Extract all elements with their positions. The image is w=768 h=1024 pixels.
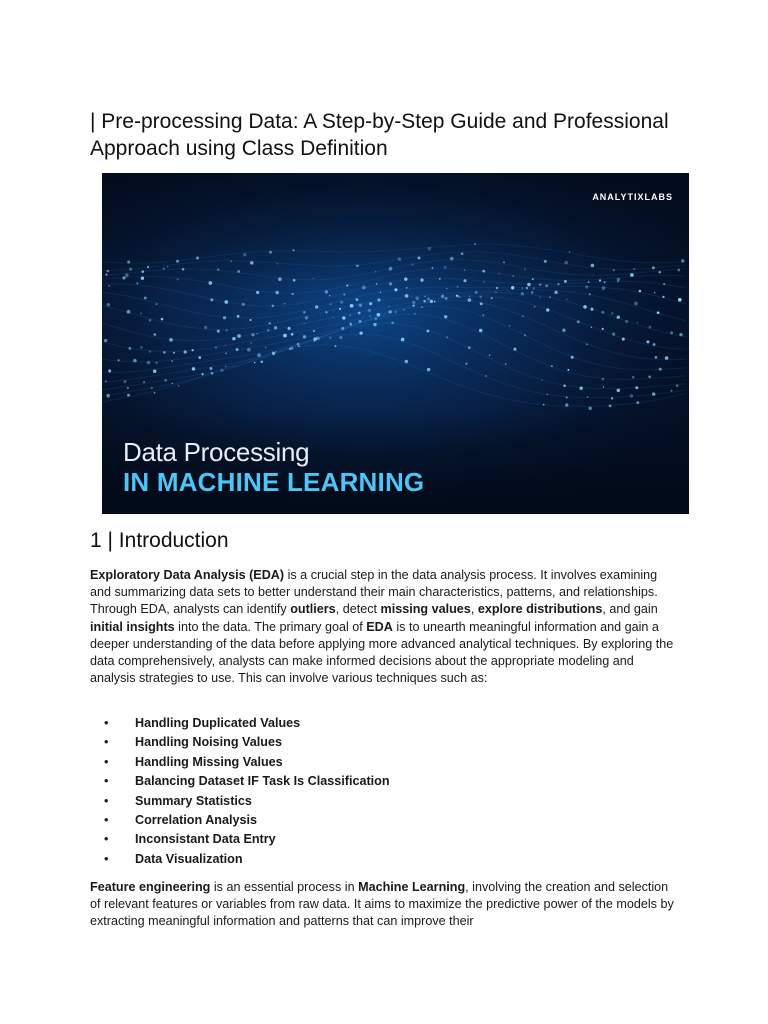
- list-item: • Summary Statistics: [90, 792, 390, 811]
- list-item: • Handling Noising Values: [90, 733, 390, 752]
- banner-title-line1: Data Processing: [123, 437, 310, 467]
- list-item: • Correlation Analysis: [90, 811, 390, 830]
- feature-engineering-paragraph: Feature engineering is an essential process in Machine Learning, involving the creation and selection of relevant features or variables from raw data. It aims to maximize the predictive power of the models by extracting meaningful information and patterns that can improve their: [90, 880, 674, 929]
- banner-image: [102, 173, 689, 514]
- bullet-icon: •: [104, 793, 109, 808]
- bullet-icon: •: [104, 851, 109, 866]
- list-item: • Data Visualization: [90, 850, 390, 869]
- banner-logo: ANALYTIXLABS: [592, 192, 673, 202]
- intro-paragraph: Exploratory Data Analysis (EDA) is a crucial step in the data analysis process. It involves examining and summarizing data sets to better understand their main characteristics, patterns, and relationships. Through EDA, analysts can identify outliers, detect missing values, explore distributions, and gain initial insights into the data. The primary goal of EDA is to unearth meaningful information and gain a deeper understanding of the data before applying more advanced analytical techniques. By exploring the data comprehensively, analysts can make informed decisions about the appropriate modeling and analysis strategies to use. This can involve various techniques such as:: [90, 568, 674, 686]
- bullet-icon: •: [104, 754, 109, 769]
- technique-list: [90, 714, 390, 869]
- bullet-icon: •: [104, 716, 109, 730]
- section-heading: 1 | Introduction: [90, 529, 229, 552]
- document-title: | Pre-processing Data: A Step-by-Step Guide and Professional Approach using Class Definition: [90, 110, 669, 160]
- bullet-icon: •: [104, 812, 109, 827]
- bullet-icon: •: [104, 832, 109, 847]
- list-item: • Handling Missing Values: [90, 753, 390, 772]
- banner-title-line2: IN MACHINE LEARNING: [123, 467, 425, 497]
- bullet-icon: •: [104, 774, 109, 789]
- bullet-icon: •: [104, 735, 109, 750]
- list-item: • Handling Duplicated Values: [90, 714, 390, 733]
- list-item: • Balancing Dataset IF Task Is Classification: [90, 772, 390, 791]
- list-item: • Inconsistant Data Entry: [90, 830, 390, 849]
